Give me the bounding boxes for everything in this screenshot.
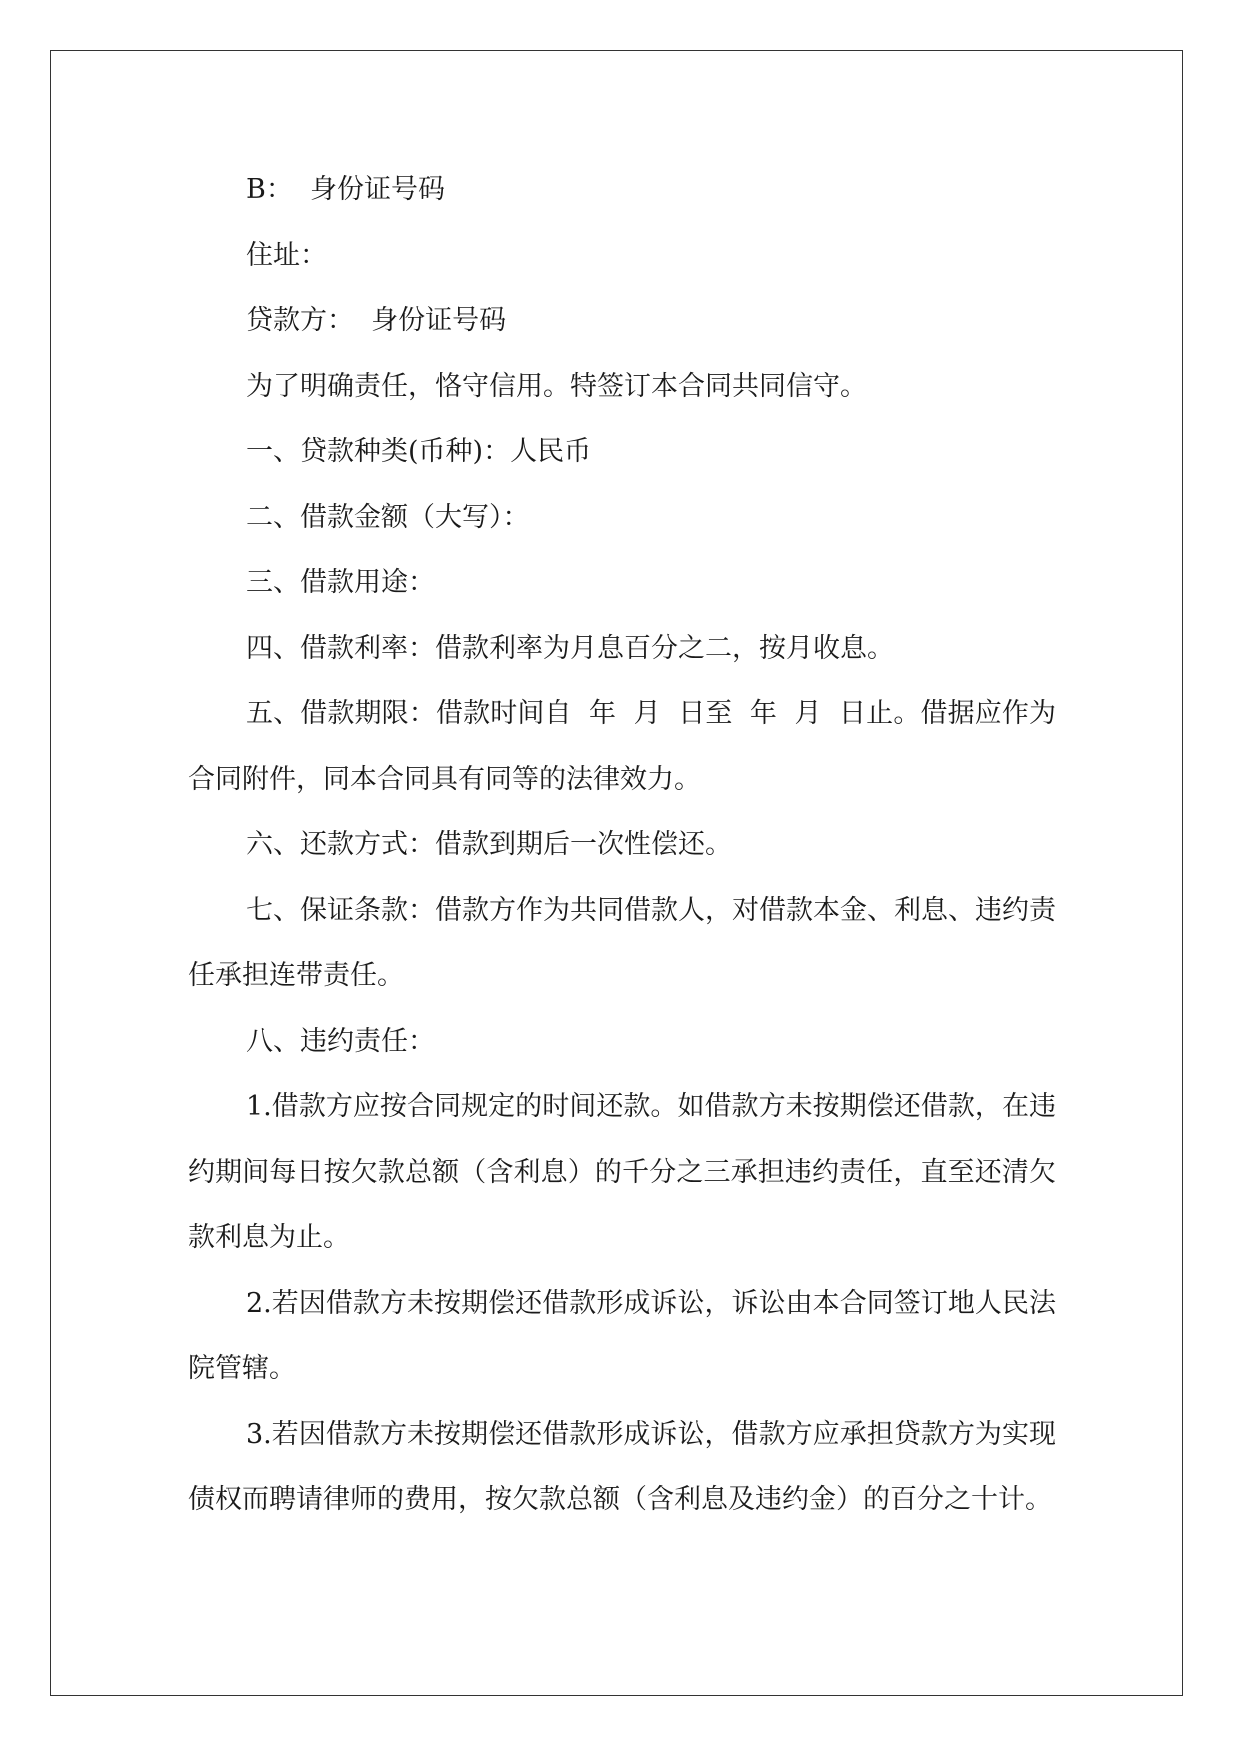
paragraph-clause-6: 六、还款方式：借款到期后一次性偿还。 [246,829,732,860]
paragraph-clause-8: 八、违约责任： [246,1025,435,1057]
paragraph-party-b-id: B： 身份证号码 [246,174,446,205]
paragraph-preamble: 为了明确责任，恪守信用。特签订本合同共同信守。 [246,370,867,402]
paragraph-lender-id: 贷款方： 身份证号码 [246,305,507,336]
paragraph-clause-5: 五、借款期限：借款时间自 年 月 日至 年 月 日止。借据应作为合同附件，同本合同具有同等的法律效力。 [188,698,1056,795]
paragraph-clause-4: 四、借款利率：借款利率为月息百分之二，按月收息。 [246,632,894,664]
paragraph-clause-7: 七、保证条款：借款方作为共同借款人，对借款本金、利息、违约责任承担连带责任。 [188,894,1056,991]
paragraph-clause-1: 一、贷款种类(币种)：人民币 [246,436,592,467]
paragraph-address: 住址： [246,239,327,271]
paragraph-clause-2: 二、借款金额（大写）： [246,501,530,533]
paragraph-clause-8-item-3: 3.若因借款方未按期偿还借款形成诉讼，借款方应承担贷款方为实现债权而聘请律师的费用，按欠款总额（含利息及违约金）的百分之十计。 [188,1418,1056,1515]
paragraph-clause-3: 三、借款用途： [246,567,435,598]
paragraph-clause-8-item-2: 2.若因借款方未按期偿还借款形成诉讼，诉讼由本合同签订地人民法院管辖。 [188,1287,1056,1384]
document-body [188,157,1056,1533]
paragraph-clause-8-item-1: 1.借款方应按合同规定的时间还款。如借款方未按期偿还借款，在违约期间每日按欠款总额（含利息）的千分之三承担违约责任，直至还清欠款利息为止。 [188,1091,1056,1253]
